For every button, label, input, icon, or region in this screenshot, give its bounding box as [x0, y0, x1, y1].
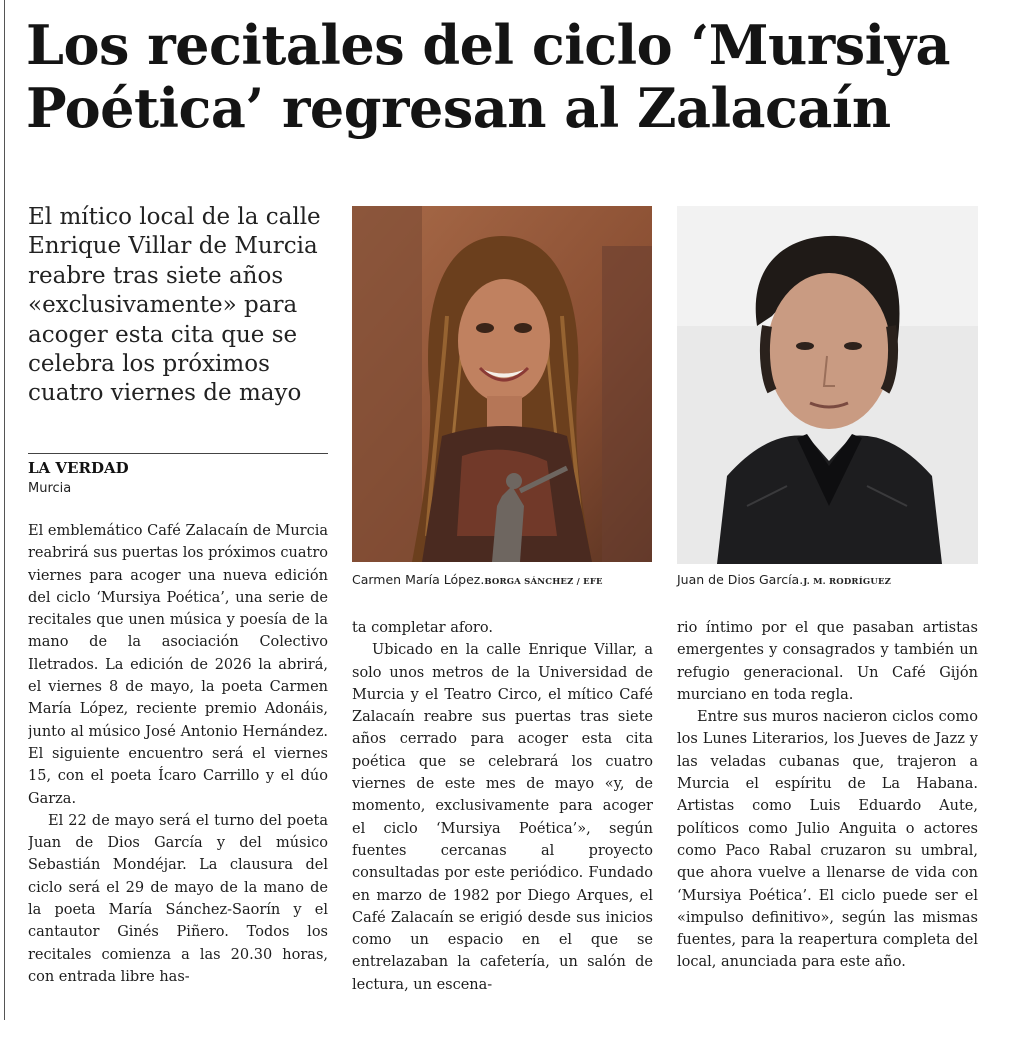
article-column-3: [677, 617, 978, 1017]
portrait-man-image: [677, 206, 978, 564]
caption-text: Carmen María López.: [352, 572, 485, 587]
caption-text: Juan de Dios García.: [677, 572, 804, 587]
photo-credit: BORGA SÁNCHEZ / EFE: [484, 577, 603, 587]
article-paragraph: El emblemático Café Zalacaín de Murcia reabrirá sus puertas los próximos cuatro viernes para acoger una nueva edición del ciclo ‘Mursiya Poética’, una serie de recitales que unen música y poesía de la mano de la asociación Colectivo Iletrados. La edición de 2026 la abrirá, el viernes 8 de mayo, la poeta Carmen María López, reciente premio Adonáis, junto al músico José Antonio Hernández. El siguiente encuentro será el viernes 15, con el poeta Ícaro Carrillo y el dúo Garza.: [28, 523, 328, 807]
article-column-2: [352, 617, 653, 1017]
portrait-woman-image: [352, 206, 652, 562]
photo-credit: J. M. RODRÍGUEZ: [803, 577, 892, 587]
article-paragraph: ta completar aforo.: [352, 620, 493, 636]
byline-location: Murcia: [28, 481, 72, 496]
byline-divider: [28, 453, 328, 454]
article-paragraph: Ubicado en la calle Enrique Villar, a solo unos metros de la Universidad de Murcia y el Teatro Circo, el mítico Café Zalacaín reabre sus puertas tras siete años cerrado para acoger esta cita poética que se celebrará los cuatro viernes de este mes de mayo «y, de momento, exclusivamente para acoger el ciclo ‘Mursiya Poética’», según fuentes cercanas al proyecto consultadas por este periódico. Fundado en marzo de 1982 por Diego Arques, el Café Zalacaín se erigió desde sus inicios como un espacio en el que se entrelazaban la cafetería, un salón de lectura, un escena-: [352, 642, 653, 993]
article-paragraph: El 22 de mayo será el turno del poeta Juan de Dios García y del músico Sebastián Mondéjar. La clausura del ciclo será el 29 de mayo de la mano de la poeta María Sánchez-Saorín y el cantautor Ginés Piñero. Todos los recitales comienza a las 20.30 horas, con entrada libre has-: [28, 812, 328, 985]
subheadline: El mítico local de la calle Enrique Villar de Murcia reabre tras siete años «exclusivamente» para acoger esta cita que se celebra los próximos cuatro viernes de mayo: [28, 204, 321, 407]
photo-caption-2: [677, 572, 891, 587]
article-paragraph: rio íntimo por el que pasaban artistas emergentes y consagrados y también un refugio generacional. Un Café Gijón murciano en toda regla.: [677, 620, 978, 703]
article-paragraph: Entre sus muros nacieron ciclos como los Lunes Literarios, los Jueves de Jazz y las veladas cubanas que, trajeron a Murcia el espíritu de La Habana. Artistas como Luis Eduardo Aute, políticos como Julio Anguita o actores como Paco Rabal cruzaron su umbral, que ahora vuelve a llenarse de vida con ‘Mursiya Poética’. El ciclo puede ser el «impulso definitivo», según las mismas fuentes, para la reapertura completa del local, anunciada para este año.: [677, 709, 978, 971]
page-left-rule: [4, 0, 5, 1020]
headline: Los recitales del ciclo ‘Mursiya Poética’ regresan al Zalacaín: [26, 13, 950, 140]
photo-carmen-maria-lopez: [352, 206, 652, 562]
byline-author: LA VERDAD: [28, 459, 129, 477]
article-column-1: [28, 520, 328, 1020]
photo-caption-1: [352, 572, 603, 587]
photo-juan-de-dios-garcia: [677, 206, 978, 564]
